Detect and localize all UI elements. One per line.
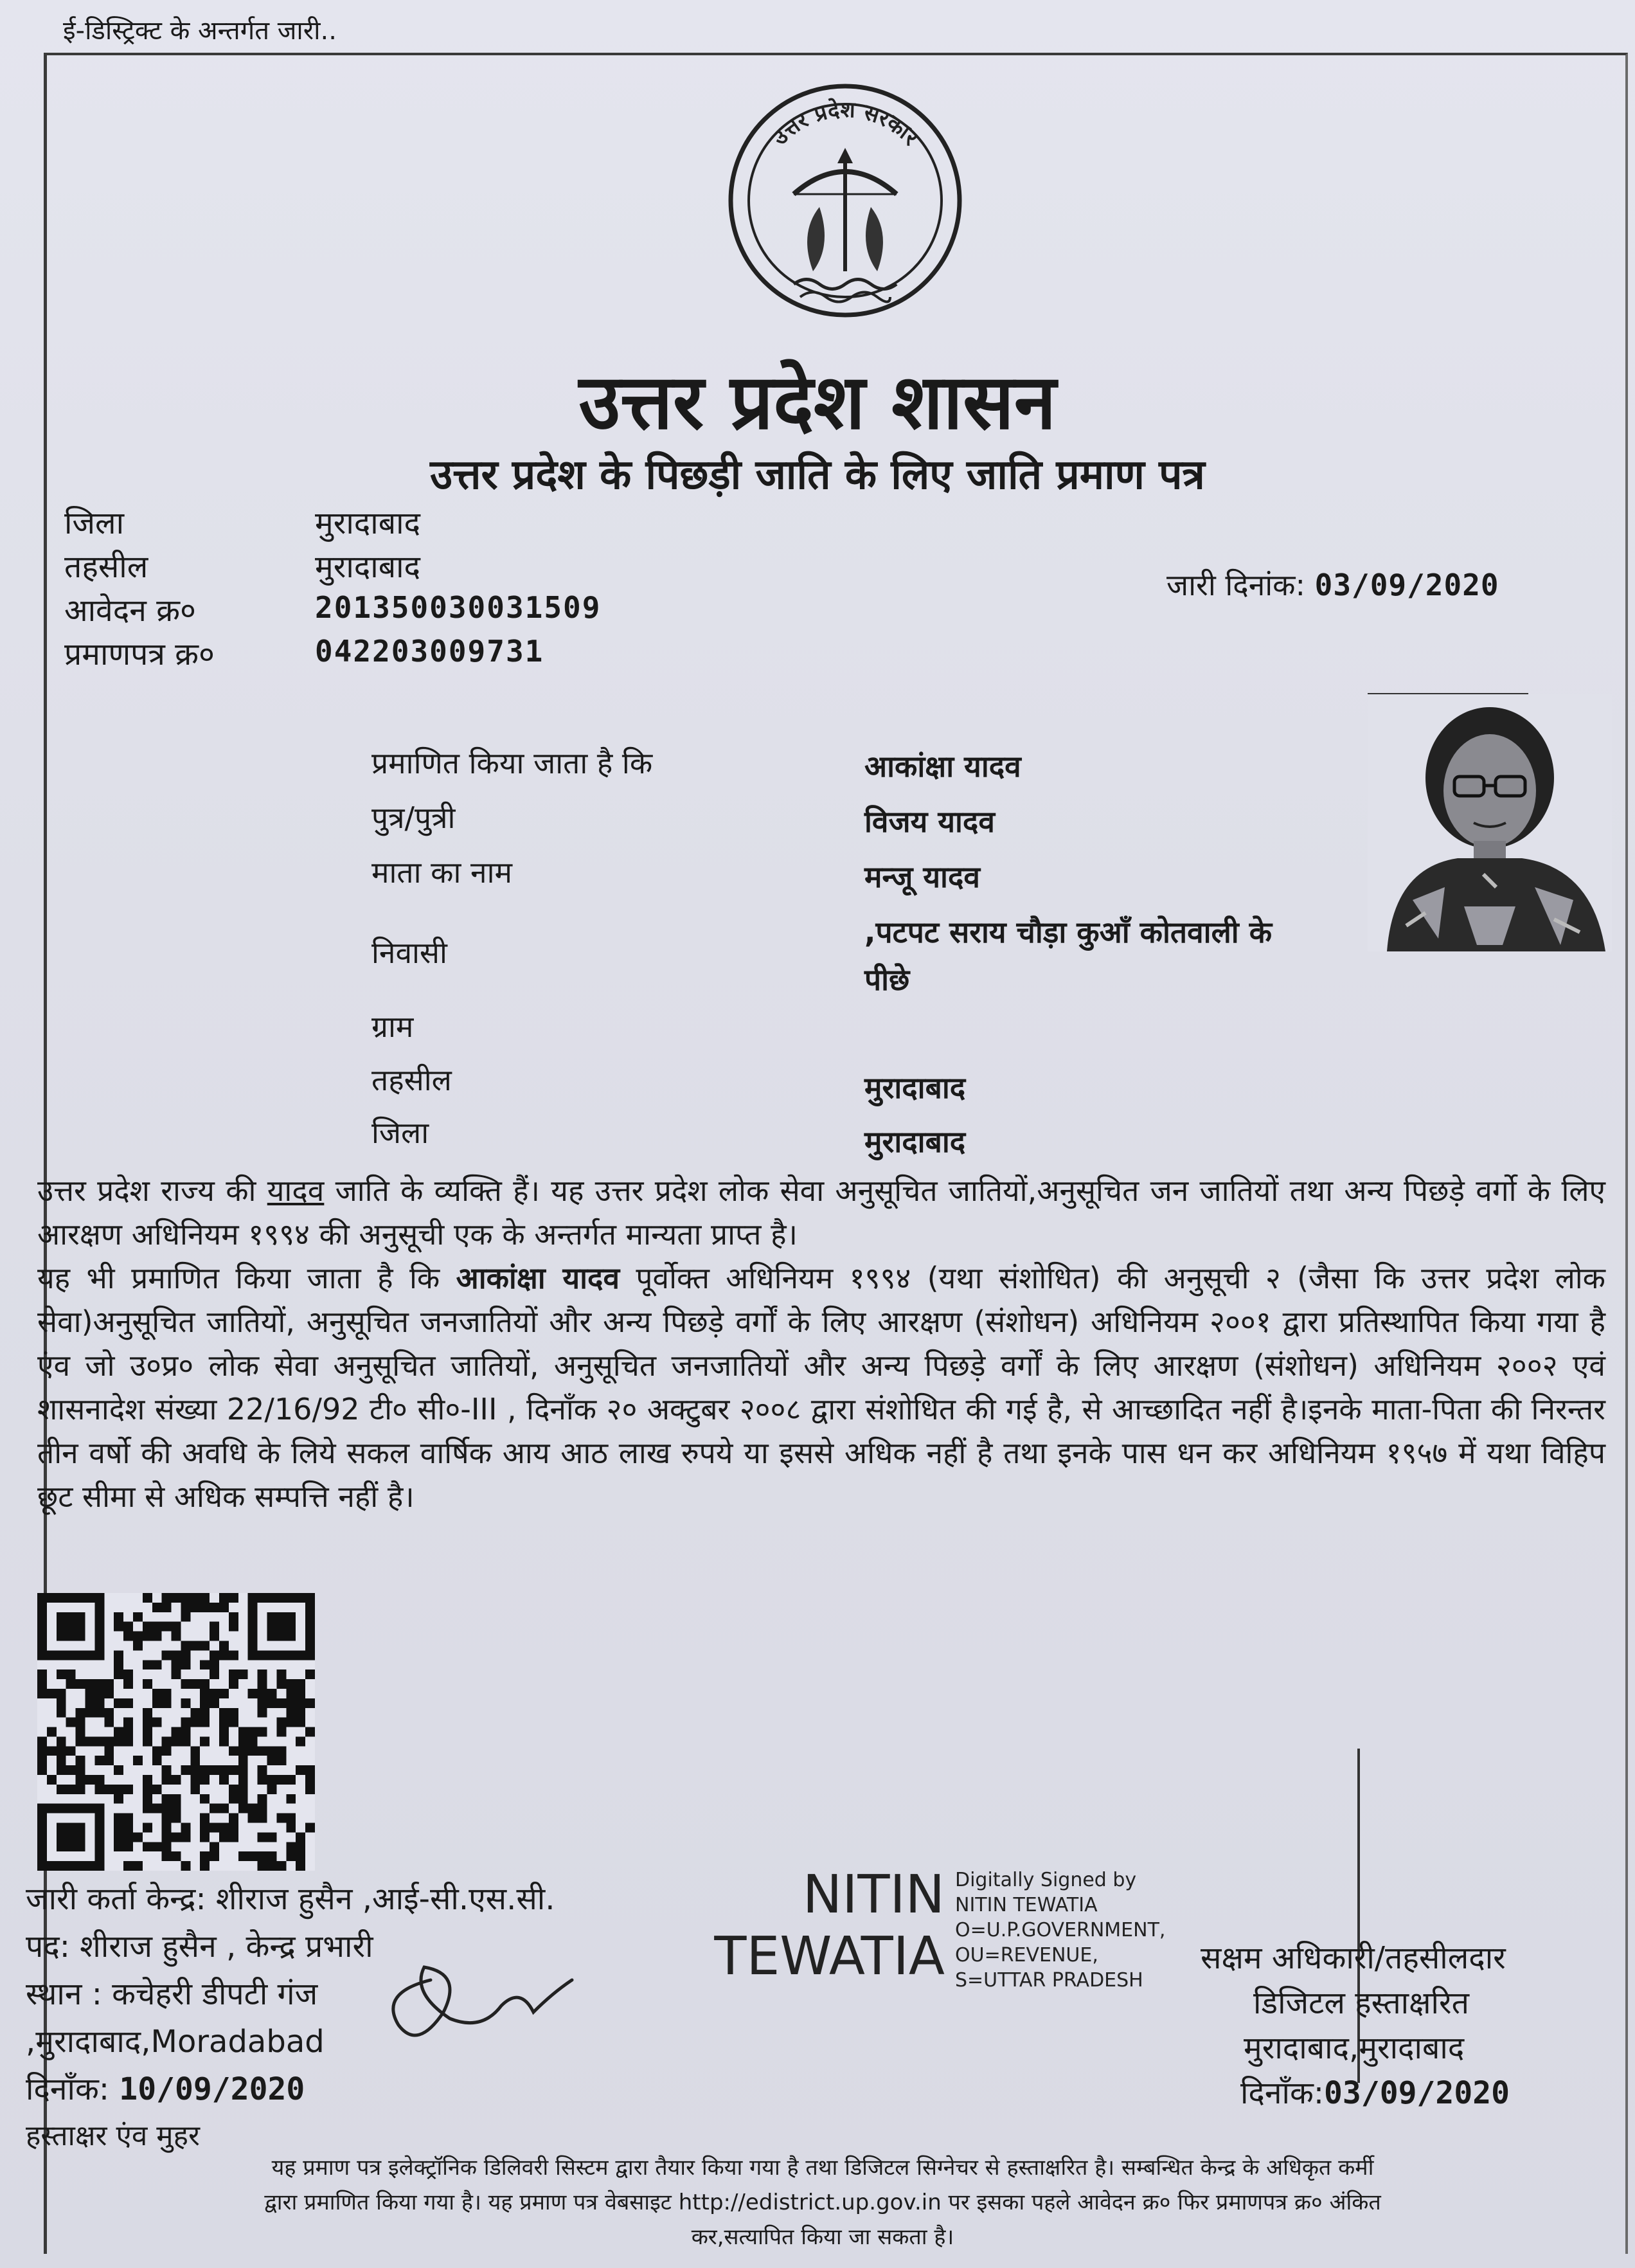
body-applicant-name: आकांक्षा यादव xyxy=(456,1261,620,1295)
footer-line1: यह प्रमाण पत्र इलेक्ट्रॉनिक डिलिवरी सिस्टम द्वारा तैयार किया गया है तथा डिजिटल सिग्नेचर से हस्ताक्षरित है। सम्बन्धित केन्द्र के अधिकृत कर्मी xyxy=(271,2155,1374,2181)
digitally-signed-label: डिजिटल हस्ताक्षरित xyxy=(1253,1985,1469,2021)
certified-label: प्रमाणित किया जाता है कि xyxy=(371,746,653,780)
competent-officer-title: सक्षम अधिकारी/तहसीलदार xyxy=(1201,1940,1506,1976)
field-district-label: जिला xyxy=(371,1115,429,1150)
application-number-value: 201350030031509 xyxy=(315,590,602,625)
handwritten-signature xyxy=(373,1954,591,2051)
application-number-label: आवेदन क्र० xyxy=(64,593,196,629)
issuer-date-label: दिनाँक: xyxy=(26,2071,110,2107)
body-p1-prefix: उत्तर प्रदेश राज्य की xyxy=(37,1173,267,1208)
district-label: जिला xyxy=(64,505,125,541)
issuer-date xyxy=(26,2067,305,2109)
ds-line5: S=UTTAR PRADESH xyxy=(955,1969,1143,1992)
officer-date xyxy=(1240,2071,1510,2113)
issue-date xyxy=(1166,564,1499,604)
body-p2-prefix: यह भी प्रमाणित किया जाता है कि xyxy=(37,1261,456,1295)
footer-line3: कर,सत्यापित किया जा सकता है। xyxy=(691,2224,954,2250)
issuer-post: पद: शीराज हुसैन , केन्द्र प्रभारी xyxy=(26,1929,373,1965)
issue-date-label: जारी दिनांक: xyxy=(1166,568,1306,602)
ds-line2: NITIN TEWATIA xyxy=(955,1894,1098,1916)
officer-date-value: 03/09/2020 xyxy=(1324,2075,1510,2111)
father-name: विजय यादव xyxy=(864,804,995,839)
footer-line2: द्वारा प्रमाणित किया गया है। यह प्रमाण पत्र वेबसाइट http://edistrict.up.gov.in पर इसका पहले आवेदन क्र० फिर प्रमाणपत्र क्र० अंकित xyxy=(264,2190,1381,2215)
resident-address-line1: ,पटपट सराय चौड़ा कुआँ कोतवाली के xyxy=(864,915,1273,950)
certificate-number-value: 042203009731 xyxy=(315,634,544,669)
resident-address-line2: पीछे xyxy=(864,962,910,997)
certificate-body xyxy=(37,1169,1605,1518)
signer-name-line2: TEWATIA xyxy=(714,1926,945,1987)
issue-date-value: 03/09/2020 xyxy=(1314,568,1499,602)
certificate-subtitle: उत्तर प्रदेश के पिछड़ी जाति के लिए जाति प्रमाण पत्र xyxy=(430,451,1205,499)
ds-line3: O=U.P.GOVERNMENT, xyxy=(955,1919,1166,1941)
resident-label: निवासी xyxy=(371,935,447,970)
field-district-value: मुरादाबाद xyxy=(864,1124,966,1159)
field-tehsil-label: तहसील xyxy=(371,1063,452,1097)
tehsil-label: तहसील xyxy=(64,549,148,585)
up-government-emblem xyxy=(723,78,967,323)
parent-label: पुत्र/पुत्री xyxy=(371,800,456,835)
body-p2-suffix: पूर्वोक्त अधिनियम १९९४ (यथा संशोधित) की अनुसूची २ (जैसा कि उत्तर प्रदेश लोक सेवा)अनुसूचित जातियों, अनुसूचित जनजातियों और अन्य पिछड़े वर्गों के लिए आरक्षण (संशोधन) अधिनियम २००१ द्वारा प्रतिस्थापित किया गया है एंव जो उ०प्र० लोक सेवा अनुसूचित जातियों, अनुसूचित जनजातियों और अन्य पिछड़े वर्गों के लिए आरक्षण (संशोधन) अधिनियम २००२ एवं शासनादेश संख्या 22/16/92 टी० सी०-III , दिनाँक २० अक्टुबर २००८ द्वारा संशोधित की गई है, से आच्छादित नहीं है।इनके माता-पिता की निरन्तर तीन वर्षो की अवधि के लिये सकल वार्षिक आय आठ लाख रुपये या इससे अधिक नहीं है तथा इनके पास धन कर अधिनियम १९५७ में यथा विहिप छूट सीमा से अधिक सम्पत्ति नहीं है। xyxy=(37,1261,1605,1514)
caste-name: यादव xyxy=(267,1173,325,1208)
issuing-center: जारी कर्ता केन्द्र: शीराज हुसैन ,आई-सी.एस.सी. xyxy=(26,1881,555,1917)
applicant-photo xyxy=(1368,694,1612,951)
certificate-number-label: प्रमाणपत्र क्र० xyxy=(64,636,215,672)
field-tehsil-value: मुरादाबाद xyxy=(864,1070,966,1105)
certificate-footer xyxy=(39,2150,1607,2254)
header-note: ई-डिस्ट्रिक्ट के अन्तर्गत जारी.. xyxy=(63,16,337,46)
mother-name: मन्जू यादव xyxy=(864,860,980,894)
sign-and-seal: हस्ताक्षर एंव मुहर xyxy=(26,2120,200,2152)
qr-code xyxy=(37,1593,315,1871)
village-label: ग्राम xyxy=(371,1009,414,1044)
digital-signature-details xyxy=(955,1868,1165,1993)
issuer-place-line1: स्थान : कचेहरी डीपटी गंज xyxy=(26,1976,318,2012)
ds-line1: Digitally Signed by xyxy=(955,1869,1137,1891)
tehsil-value: मुरादाबाद xyxy=(315,549,421,585)
svg-text:उत्तर प्रदेश सरकार xyxy=(767,96,924,151)
body-paragraph-2 xyxy=(37,1256,1605,1518)
digital-signer-name xyxy=(713,1864,945,1988)
emblem-text: उत्तर प्रदेश सरकार xyxy=(767,96,924,151)
body-p1-suffix: जाति के व्यक्ति हैं। यह उत्तर प्रदेश लोक सेवा अनुसूचित जातियों,अनुसूचित जन जातियों तथा अन्य पिछड़े वर्गो के लिए आरक्षण अधिनियम १९९४ की अनुसूची एक के अन्तर्गत मान्यता प्राप्त है। xyxy=(37,1173,1605,1252)
applicant-name: आकांक्षा यादव xyxy=(864,749,1021,784)
ds-line4: OU=REVENUE, xyxy=(955,1944,1098,1967)
district-value: मुरादाबाद xyxy=(315,505,421,541)
issuer-date-value: 10/09/2020 xyxy=(119,2071,305,2107)
officer-date-label: दिनाँक: xyxy=(1240,2075,1325,2111)
certificate-title: उत्तर प्रदेश शासन xyxy=(578,357,1057,446)
officer-place: मुरादाबाद,मुरादाबाद xyxy=(1244,2030,1465,2066)
body-paragraph-1 xyxy=(37,1169,1605,1256)
mother-label: माता का नाम xyxy=(371,855,512,890)
signer-name-line1: NITIN xyxy=(802,1864,945,1925)
issuer-place-line2: ,मुरादाबाद,Moradabad xyxy=(26,2024,325,2060)
